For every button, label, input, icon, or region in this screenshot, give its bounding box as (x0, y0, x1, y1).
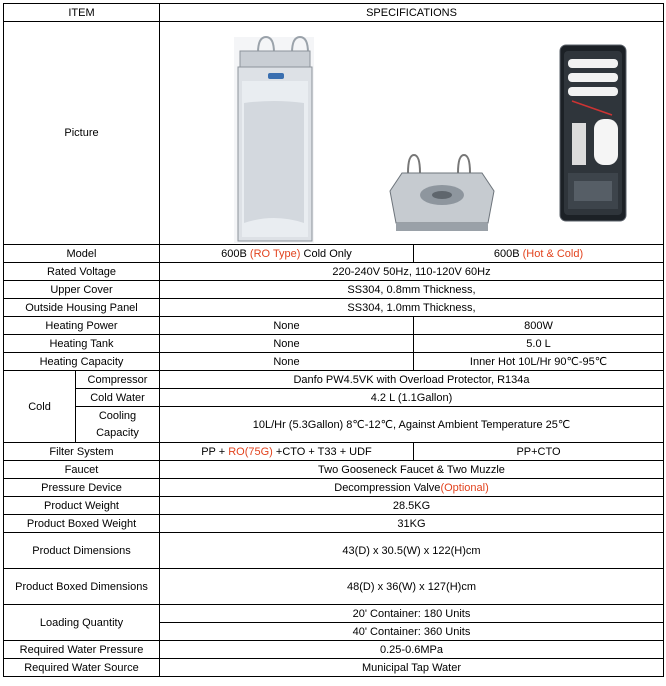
heating-power-b: 800W (414, 317, 664, 335)
outside-panel-value: SS304, 1.0mm Thickness, (160, 299, 664, 317)
model-b-red: (Hot & Cold) (522, 247, 584, 260)
outside-panel-label: Outside Housing Panel (4, 299, 160, 317)
water-source-value: Municipal Tap Water (160, 659, 664, 677)
header-row (4, 4, 664, 22)
upper-cover-value: SS304, 0.8mm Thickness, (160, 281, 664, 299)
row-product-weight (4, 497, 664, 515)
pressure-device-label: Pressure Device (4, 479, 160, 497)
cooling-capacity-value: 10L/Hr (5.3Gallon) 8℃-12℃, Against Ambient Temperature 25℃ (160, 407, 664, 443)
product-images (162, 23, 664, 244)
row-heating-tank (4, 335, 664, 353)
row-heating-capacity (4, 353, 664, 371)
row-faucet (4, 461, 664, 479)
model-b-prefix: 600B (493, 247, 523, 260)
row-model (4, 245, 664, 263)
ro-filter-interior-image (560, 45, 626, 221)
row-upper-cover (4, 281, 664, 299)
row-boxed-dimensions (4, 569, 664, 605)
rated-voltage-label: Rated Voltage (4, 263, 160, 281)
water-pressure-label: Required Water Pressure (4, 641, 160, 659)
row-water-source (4, 659, 664, 677)
heating-capacity-a: None (160, 353, 414, 371)
model-a-red: (RO Type) (249, 247, 301, 260)
product-weight-value: 28.5KG (160, 497, 664, 515)
row-pressure-device (4, 479, 664, 497)
filter-a-red: RO(75G) (228, 445, 273, 458)
row-outside-panel (4, 299, 664, 317)
rated-voltage-value: 220-240V 50Hz, 110-120V 60Hz (160, 263, 664, 281)
cold-water-value: 4.2 L (1.1Gallon) (160, 389, 664, 407)
row-loading-20 (4, 605, 664, 623)
pressure-device-value (160, 479, 664, 497)
product-weight-label: Product Weight (4, 497, 160, 515)
basin-faucet-image (390, 155, 494, 231)
loading-20-value: 20' Container: 180 Units (160, 605, 664, 623)
model-a-prefix: 600B (221, 247, 250, 260)
compressor-value: Danfo PW4.5VK with Overload Protector, R134a (160, 371, 664, 389)
filter-a-prefix: PP + (201, 445, 229, 458)
picture-row (4, 22, 664, 245)
model-value-b (414, 245, 664, 263)
row-water-pressure (4, 641, 664, 659)
row-cooling-capacity (4, 407, 664, 443)
water-dispenser-front-image (234, 37, 314, 243)
row-rated-voltage (4, 263, 664, 281)
item-header: ITEM (4, 4, 160, 22)
model-value-a (160, 245, 414, 263)
loading-label: Loading Quantity (4, 605, 160, 641)
upper-cover-label: Upper Cover (4, 281, 160, 299)
row-dimensions (4, 533, 664, 569)
row-filter-system (4, 443, 664, 461)
filter-system-label: Filter System (4, 443, 160, 461)
cold-water-label: Cold Water (76, 389, 160, 407)
filter-system-a (160, 443, 414, 461)
faucet-value: Two Gooseneck Faucet & Two Muzzle (160, 461, 664, 479)
boxed-dimensions-value: 48(D) x 36(W) x 127(H)cm (160, 569, 664, 605)
cooling-capacity-label: Cooling Capacity (76, 407, 160, 443)
faucet-label: Faucet (4, 461, 160, 479)
model-a-suffix: Cold Only (300, 247, 352, 260)
dimensions-label: Product Dimensions (4, 533, 160, 569)
heating-tank-label: Heating Tank (4, 335, 160, 353)
heating-capacity-b: Inner Hot 10L/Hr 90℃-95℃ (414, 353, 664, 371)
boxed-weight-label: Product Boxed Weight (4, 515, 160, 533)
row-compressor (4, 371, 664, 389)
heating-tank-b: 5.0 L (414, 335, 664, 353)
filter-system-b: PP+CTO (414, 443, 664, 461)
compressor-label: Compressor (76, 371, 160, 389)
filter-a-suffix: +CTO + T33 + UDF (272, 445, 372, 458)
heating-tank-a: None (160, 335, 414, 353)
cold-label: Cold (4, 371, 76, 443)
heating-capacity-label: Heating Capacity (4, 353, 160, 371)
loading-40-value: 40' Container: 360 Units (160, 623, 664, 641)
picture-cell (160, 22, 664, 245)
model-label: Model (4, 245, 160, 263)
specifications-header: SPECIFICATIONS (160, 4, 664, 22)
heating-power-label: Heating Power (4, 317, 160, 335)
pressure-device-optional: (Optional) (440, 481, 489, 494)
row-cold-water (4, 389, 664, 407)
water-source-label: Required Water Source (4, 659, 160, 677)
row-boxed-weight (4, 515, 664, 533)
picture-label: Picture (4, 22, 160, 245)
specifications-table (3, 3, 664, 677)
water-pressure-value: 0.25-0.6MPa (160, 641, 664, 659)
dimensions-value: 43(D) x 30.5(W) x 122(H)cm (160, 533, 664, 569)
pressure-device-text: Decompression Valve (334, 481, 441, 494)
boxed-weight-value: 31KG (160, 515, 664, 533)
row-heating-power (4, 317, 664, 335)
heating-power-a: None (160, 317, 414, 335)
boxed-dimensions-label: Product Boxed Dimensions (4, 569, 160, 605)
